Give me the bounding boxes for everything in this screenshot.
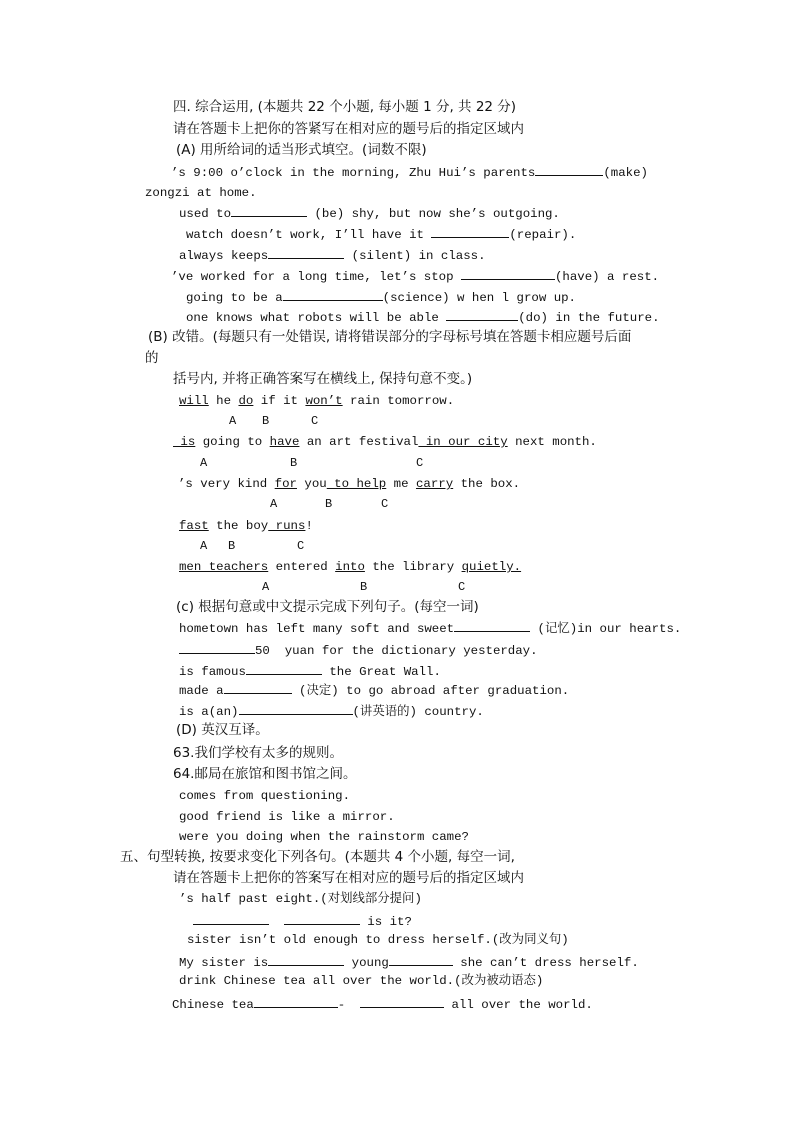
answer-blank[interactable] [179, 641, 255, 654]
partB-heading-cont: 的 [145, 350, 159, 366]
partD-q63: 63.我们学校有太多的规则。 [173, 745, 343, 761]
option-letter-a: A [200, 456, 208, 470]
option-letter-b: B [290, 456, 298, 470]
partC-item-2: 50 yuan for the dictionary yesterday. [179, 641, 538, 660]
answer-blank[interactable] [268, 953, 344, 966]
partD-english-1: comes from questioning. [179, 789, 351, 803]
option-letter-b: B [262, 414, 270, 428]
section5-q2-answer: My sister is young she can’t dress herself. [179, 953, 639, 972]
section5-instruction: 请在答题卡上把你的答案写在相对应的题号后的指定区域内 [173, 870, 524, 886]
section4-title: 四. 综合运用, (本题共 22 个小题, 每小题 1 分, 共 22 分) [173, 99, 517, 115]
partB-sentence-4: fast the boy runs! [179, 519, 313, 533]
answer-blank[interactable] [535, 163, 603, 176]
option-letter-c: C [381, 497, 389, 511]
section4-instruction: 请在答题卡上把你的答紧写在相对应的题号后的指定区域内 [173, 121, 524, 137]
partC-item-3: is famous the Great Wall. [179, 662, 441, 681]
partD-q64: 64.邮局在旅馆和图书馆之间。 [173, 766, 357, 782]
partB-sentence-5: men teachers entered into the library quietly. [179, 560, 522, 574]
partB-heading-2: 括号内, 并将正确答案写在横线上, 保持句意不变。) [173, 371, 473, 387]
partD-english-2: good friend is like a mirror. [179, 810, 395, 824]
answer-blank[interactable] [446, 308, 518, 321]
partA-item-1-cont: zongzi at home. [145, 186, 257, 200]
partC-item-1: hometown has left many soft and sweet (记忆)in our hearts. [179, 619, 681, 638]
option-letter-c: C [458, 580, 466, 594]
answer-blank[interactable] [454, 619, 530, 632]
answer-blank[interactable] [389, 953, 453, 966]
section5-q1: ’s half past eight.(对划线部分提问) [179, 892, 422, 906]
answer-blank[interactable] [283, 288, 383, 301]
answer-blank[interactable] [284, 912, 360, 925]
option-letter-c: C [311, 414, 319, 428]
partA-item-6: going to be a (science) w hen l grow up. [186, 288, 576, 307]
partD-english-3: were you doing when the rainstorm came? [179, 830, 469, 844]
partC-heading: (c) 根据句意或中文提示完成下列句子。(每空一词) [176, 599, 479, 615]
partB-sentence-2: is going to have an art festival in our city next month. [173, 435, 597, 449]
answer-blank[interactable] [268, 246, 344, 259]
partB-sentence-3: ’s very kind for you to help me carry the box. [178, 477, 521, 491]
partD-heading: (D) 英汉互译。 [176, 722, 269, 738]
partA-item-3: watch doesn’t work, I’ll have it (repair). [186, 225, 576, 244]
answer-blank[interactable] [360, 995, 444, 1008]
option-letter-b: B [228, 539, 236, 553]
section5-title: 五、句型转换, 按要求变化下列各句。(本题共 4 个小题, 每空一词, [120, 849, 515, 865]
partA-item-5: ’ve worked for a long time, let’s stop (have) a rest. [171, 267, 659, 286]
option-letter-b: B [360, 580, 368, 594]
answer-blank[interactable] [193, 912, 269, 925]
option-letter-a: A [200, 539, 208, 553]
answer-blank[interactable] [431, 225, 509, 238]
partC-item-5: is a(an) (讲英语的) country. [179, 702, 484, 721]
option-letter-a: A [229, 414, 237, 428]
partA-item-7: one knows what robots will be able (do) in the future. [186, 308, 660, 327]
section5-q3-answer: Chinese tea - all over the world. [172, 995, 593, 1014]
partA-item-2: used to (be) shy, but now she’s outgoing. [179, 204, 560, 223]
answer-blank[interactable] [461, 267, 555, 280]
option-letter-a: A [262, 580, 270, 594]
answer-blank[interactable] [231, 204, 307, 217]
answer-blank[interactable] [224, 681, 292, 694]
answer-blank[interactable] [254, 995, 338, 1008]
partB-sentence-1: will he do if it won’t rain tomorrow. [179, 394, 455, 408]
option-letter-c: C [416, 456, 424, 470]
partA-item-1: ’s 9:00 o’clock in the morning, Zhu Hui’s parents (make) [171, 163, 648, 182]
option-letter-b: B [325, 497, 333, 511]
partA-heading: (A) 用所给词的适当形式填空。(词数不限) [176, 142, 427, 158]
partA-item-4: always keeps (silent) in class. [179, 246, 486, 265]
section5-q1-answer: is it? [193, 912, 412, 931]
section5-q3: drink Chinese tea all over the world.(改为被动语态) [179, 974, 544, 988]
partC-item-4: made a (决定) to go abroad after graduation. [179, 681, 569, 700]
option-letter-a: A [270, 497, 278, 511]
option-letter-c: C [297, 539, 305, 553]
section5-q2: sister isn’t old enough to dress herself.(改为同义句) [187, 933, 569, 947]
answer-blank[interactable] [239, 702, 353, 715]
partB-heading: (B) 改错。(每题只有一处错误, 请将错误部分的字母标号填在答题卡相应题号后面 [148, 329, 632, 345]
answer-blank[interactable] [246, 662, 322, 675]
